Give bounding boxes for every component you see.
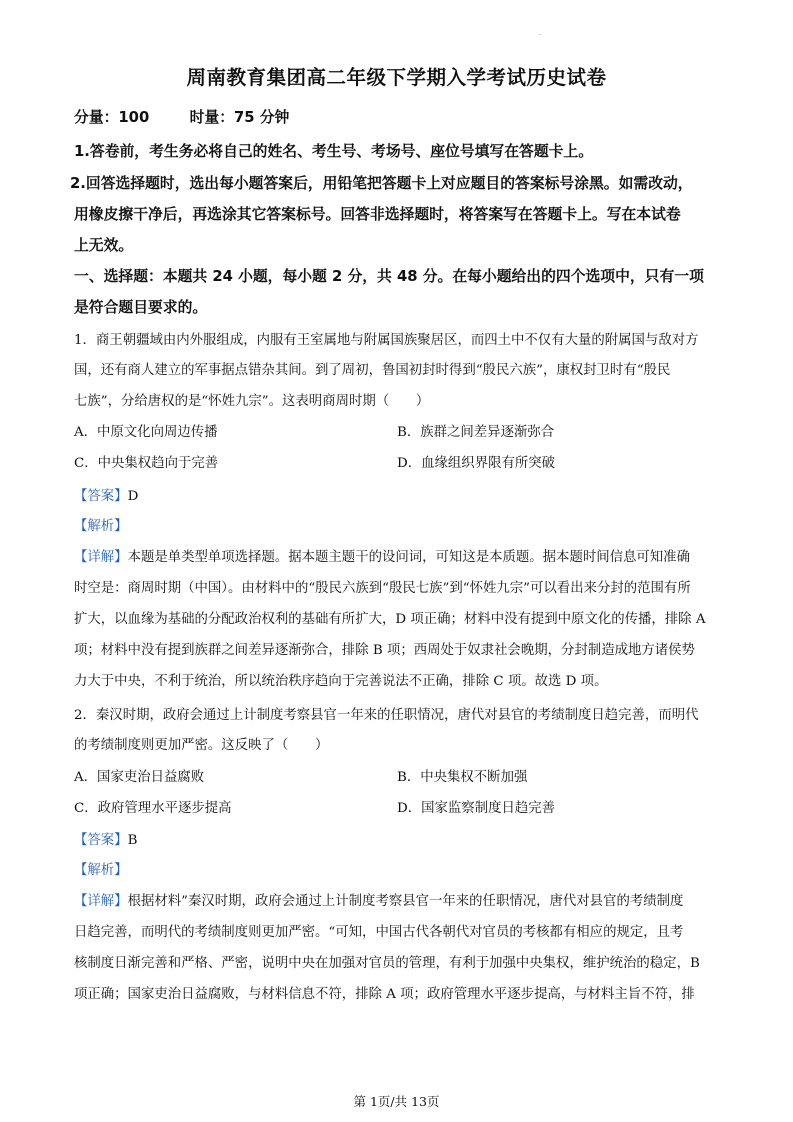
detail-line: 扩大，以血缘为基础的分配政治权利的基础有所扩大，D 项正确；材料中没有提到中原文化的传播，排除 A — [74, 612, 706, 627]
question-stem-line: 2．秦汉时期，政府会通过上计制度考察县官一年来的任职情况，唐代对县官的考绩制度日趋完善，而明代 — [74, 708, 699, 723]
analysis-label: 【解析】 — [74, 519, 128, 534]
option-d: D．血缘组织界限有所突破 — [397, 456, 556, 471]
analysis-label: 【解析】 — [74, 863, 128, 878]
section-line: 一、选择题：本题共 24 小题，每小题 2 分，共 48 分。在每小题给出的四个选项中，只有一项 — [74, 268, 704, 285]
detail-label: 【详解】 — [74, 894, 128, 909]
option-c: C．政府管理水平逐步提高 — [74, 801, 232, 816]
instruction-line: 2.回答选择题时，选出每小题答案后，用铅笔把答题卡上对应题目的答案标号涂黑。如需改动， — [70, 175, 693, 192]
detail-line: 【详解】根据材料”秦汉时期，政府会通过上计制度考察县官一年来的任职情况，唐代对县官的考绩制度 — [74, 894, 684, 909]
question-stem-line: 1．商王朝疆域由内外服组成，内服有王室属地与附属国族聚居区，而四土中不仅有大量的附属国与敌对方 — [74, 333, 699, 348]
detail-line: 项正确；国家吏治日益腐败，与材料信息不符，排除 A 项；政府管理水平逐步提高，与材料主旨不符，排 — [74, 987, 695, 1002]
detail-line: 日趋完善，而明代的考绩制度则更加严密。“可知，中国古代各朝代对官员的考核都有相应的规定，且考 — [74, 925, 684, 940]
answer-line — [74, 485, 138, 504]
question-stem-line: 七族”，分给唐权的是“怀姓九宗”。这表明商周时期（ ） — [74, 394, 430, 409]
answer-value: B — [127, 833, 138, 848]
question-stem-line: 的考绩制度则更加严密。这反映了（ ） — [74, 738, 329, 753]
answer-value: D — [127, 489, 139, 504]
instruction-line: 用橡皮擦干净后，再选涂其它答案标号。回答非选择题时，将答案写在答题卡上。写在本试卷 — [74, 206, 681, 223]
answer-label: 【答案】 — [74, 489, 128, 504]
instruction-line: 上无效。 — [74, 237, 134, 254]
option-a: A．国家吏治日益腐败 — [74, 770, 205, 785]
detail-label: 【详解】 — [74, 550, 128, 565]
time-info: 时量：75 分钟 — [189, 109, 290, 126]
detail-line: 项；材料中没有提到族群之间差异逐渐弥合，排除 B 项；西周处于奴隶社会晚期，分封制造成地方诸侯势 — [74, 643, 695, 658]
answer-line — [74, 829, 137, 848]
option-a: A．中原文化向周边传播 — [74, 425, 218, 440]
page-footer: 第 1页/共 13页 — [353, 1094, 440, 1109]
detail-line: 【详解】本题是单类型单项选择题。据本题主题干的设问词，可知这是本质题。据本题时间信息可知准确 — [74, 550, 690, 565]
instruction-line: 1.答卷前，考生务必将自己的姓名、考生号、考场号、座位号填写在答题卡上。 — [74, 143, 594, 160]
option-c: C．中央集权趋向于完善 — [74, 456, 219, 471]
score-info: 分量：100 — [74, 109, 150, 126]
exam-meta — [74, 106, 289, 127]
option-d: D．国家监察制度日趋完善 — [397, 801, 556, 816]
detail-line: 力大于中央，不利于统治，所以统治秩序趋向于完善说法不正确，排除 C 项。故选 D 项。 — [74, 674, 608, 689]
option-b: B．族群之间差异逐渐弥合 — [397, 425, 555, 440]
question-stem-line: 国，还有商人建立的军事据点错杂其间。到了周初，鲁国初封时得到“殷民六族”，康权封卫时有“殷民 — [74, 363, 671, 378]
detail-line: 核制度日渐完善和严格、严密，说明中央在加强对官员的管理，有利于加强中央集权，维护统治的稳定，B — [74, 956, 700, 971]
section-line: 是符合题目要求的。 — [74, 299, 208, 316]
header-mark: . — [539, 30, 541, 37]
answer-label: 【答案】 — [74, 833, 128, 848]
detail-line: 时空是：商周时期（中国）。由材料中的“殷民六族到“殷民七族”到“怀姓九宗”可以看出来分封的范围有所 — [74, 581, 691, 596]
option-b: B．中央集权不断加强 — [397, 770, 528, 785]
exam-title: 周南教育集团高二年级下学期入学考试历史试卷 — [186, 66, 607, 89]
